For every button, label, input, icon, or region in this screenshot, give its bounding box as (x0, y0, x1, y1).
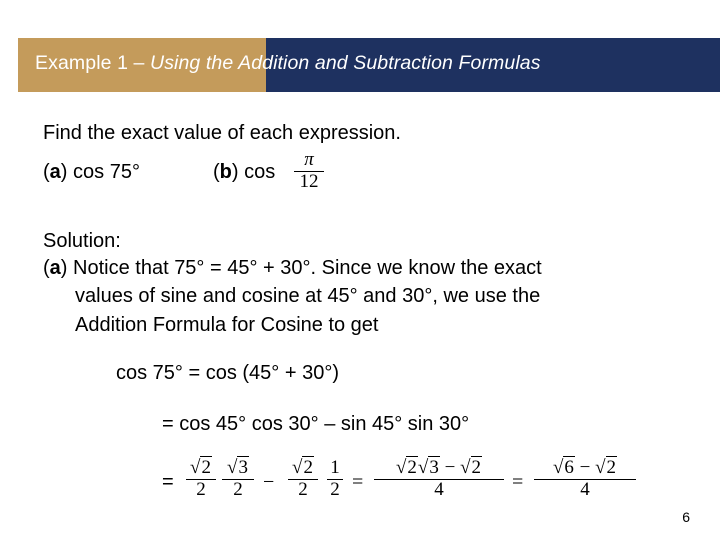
solution-a-line-3: Addition Formula for Cosine to get (75, 314, 379, 336)
prompt-line: Find the exact value of each expression. (43, 122, 401, 144)
slide-title-lead: Example 1 – (35, 52, 151, 74)
title-banner (18, 38, 720, 92)
part-a-question: (a) cos 75° (43, 161, 140, 183)
slide-number: 6 (682, 509, 690, 525)
fraction-final: √6 − √2 4 (534, 458, 636, 500)
solution-heading: Solution: (43, 230, 121, 252)
equals-sign: = (352, 471, 364, 493)
part-a-label: a (49, 161, 61, 183)
equation-line-1: cos 75° = cos (45° + 30°) (116, 362, 339, 384)
fraction-sqrt3-over-2: √3 2 (222, 458, 254, 500)
solution-a-line-2: values of sine and cosine at 45° and 30°, we use the (75, 285, 541, 307)
solution-a-text-1: Notice that 75° = 45° + 30°. Since we know the exact (67, 257, 542, 279)
fraction-1-over-2: 1 2 (327, 458, 343, 500)
fraction-combined: √2√3 − √2 4 (374, 458, 504, 500)
solution-a-line-1: (a) Notice that 75° = 45° + 30°. Since we know the exact (43, 257, 542, 279)
sqrt-2: √2 (190, 457, 211, 478)
slide-title-italic: Using the Addition and Subtraction Formulas (150, 52, 541, 74)
fraction-sqrt2-over-2-a: √2 2 (186, 458, 216, 500)
part-a-expression: cos 75° (67, 161, 140, 183)
part-b-label: b (219, 161, 232, 183)
part-b-expression: cos (238, 161, 276, 183)
fraction-sqrt2-over-2-b: √2 2 (288, 458, 318, 500)
minus-sign: − (263, 471, 275, 493)
fraction-numerator: π (304, 149, 314, 170)
equation-line-3-equals: = (162, 471, 174, 493)
equation-line-2: = cos 45° cos 30° – sin 45° sin 30° (162, 413, 470, 435)
solution-a-label: a (49, 257, 61, 279)
slide-title (35, 52, 541, 75)
equals-sign: = (512, 471, 524, 493)
fraction-denominator: 12 (299, 171, 319, 192)
sqrt-2: √2 (292, 457, 313, 478)
pi-over-12-fraction (294, 150, 324, 192)
sqrt-3: √3 (227, 457, 248, 478)
part-b-question: (b) cos (213, 161, 276, 183)
